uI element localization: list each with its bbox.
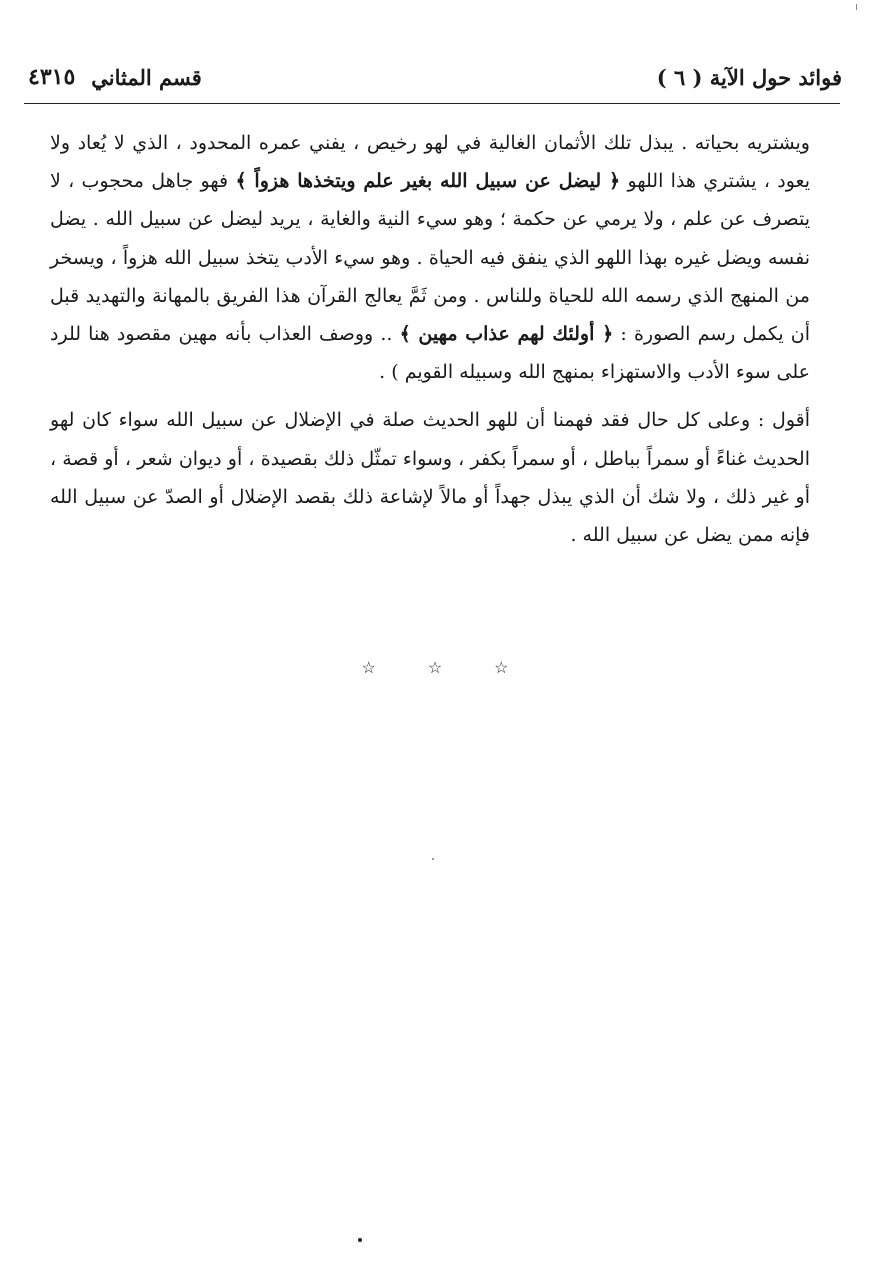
quran-quote-2: ﴿ أولئك لهم عذاب مهين ﴾ xyxy=(399,323,614,346)
header-title: فوائد حول الآية ( ٦ ) xyxy=(656,64,842,90)
scan-speck xyxy=(856,4,857,10)
running-header xyxy=(28,60,842,94)
paragraph-1-text-b: فهو جاهل محجوب ، لا يتصرف عن علم ، ولا يرمي عن حكمة ؛ وهو سيء النية والغاية ، يريد ليضل عن سبيل الله . يضل نفسه ويضل غيره بهذا اللهو الذي ينفق فيه الحياة . وهو سيء الأدب يتخذ سبيل الله هزواً ، ويسخر من المنهج الذي رسمه الله للحياة وللناس . ومن ثَمَّ يعالج القرآن هذا الفريق بالمهانة والتهديد قبل أن يكمل رسم الصورة : xyxy=(50,170,810,346)
header-rule xyxy=(24,103,840,104)
quran-quote-1: ﴿ ليضل عن سبيل الله بغير علم ويتخذها هزواً ﴾ xyxy=(235,170,621,193)
star-icon: ☆ xyxy=(361,658,376,677)
scan-dot xyxy=(358,1238,362,1242)
paragraph-2: أقول : وعلى كل حال فقد فهمنا أن للهو الحديث صلة في الإضلال عن سبيل الله سواء كان لهو الحديث غناءً أو سمراً بباطل ، أو سمراً بكفر ، وسواء تمثّل ذلك بقصيدة ، أو ديوان شعر ، أو قصة ، أو غير ذلك ، ولا شك أن الذي يبذل جهداً أو مالاً لإشاعة ذلك بقصد الإضلال أو الصدّ عن سبيل الله فإنه ممن يضل عن سبيل الله . xyxy=(50,409,810,547)
paragraph-1-text-a: ويشتريه بحياته . يبذل تلك الأثمان الغالية في لهو رخيص ، يفني عمره المحدود ، الذي لا يُعاد ولا يعود ، يشتري هذا اللهو xyxy=(50,132,810,193)
header-section: قسم المثاني xyxy=(91,64,202,90)
body-text xyxy=(50,124,810,554)
paragraph-1 xyxy=(50,124,810,391)
scan-speck xyxy=(432,858,434,860)
star-icon: ☆ xyxy=(494,658,509,677)
paragraph-1-text-c: .. ووصف العذاب بأنه مهين مقصود هنا للرد على سوء الأدب والاستهزاء بمنهج الله وسبيله القويم ) . xyxy=(50,323,810,384)
page-number: ٤٣١٥ xyxy=(28,64,76,90)
header-left-group xyxy=(28,64,202,90)
section-separator xyxy=(0,658,870,677)
star-icon: ☆ xyxy=(427,658,443,677)
